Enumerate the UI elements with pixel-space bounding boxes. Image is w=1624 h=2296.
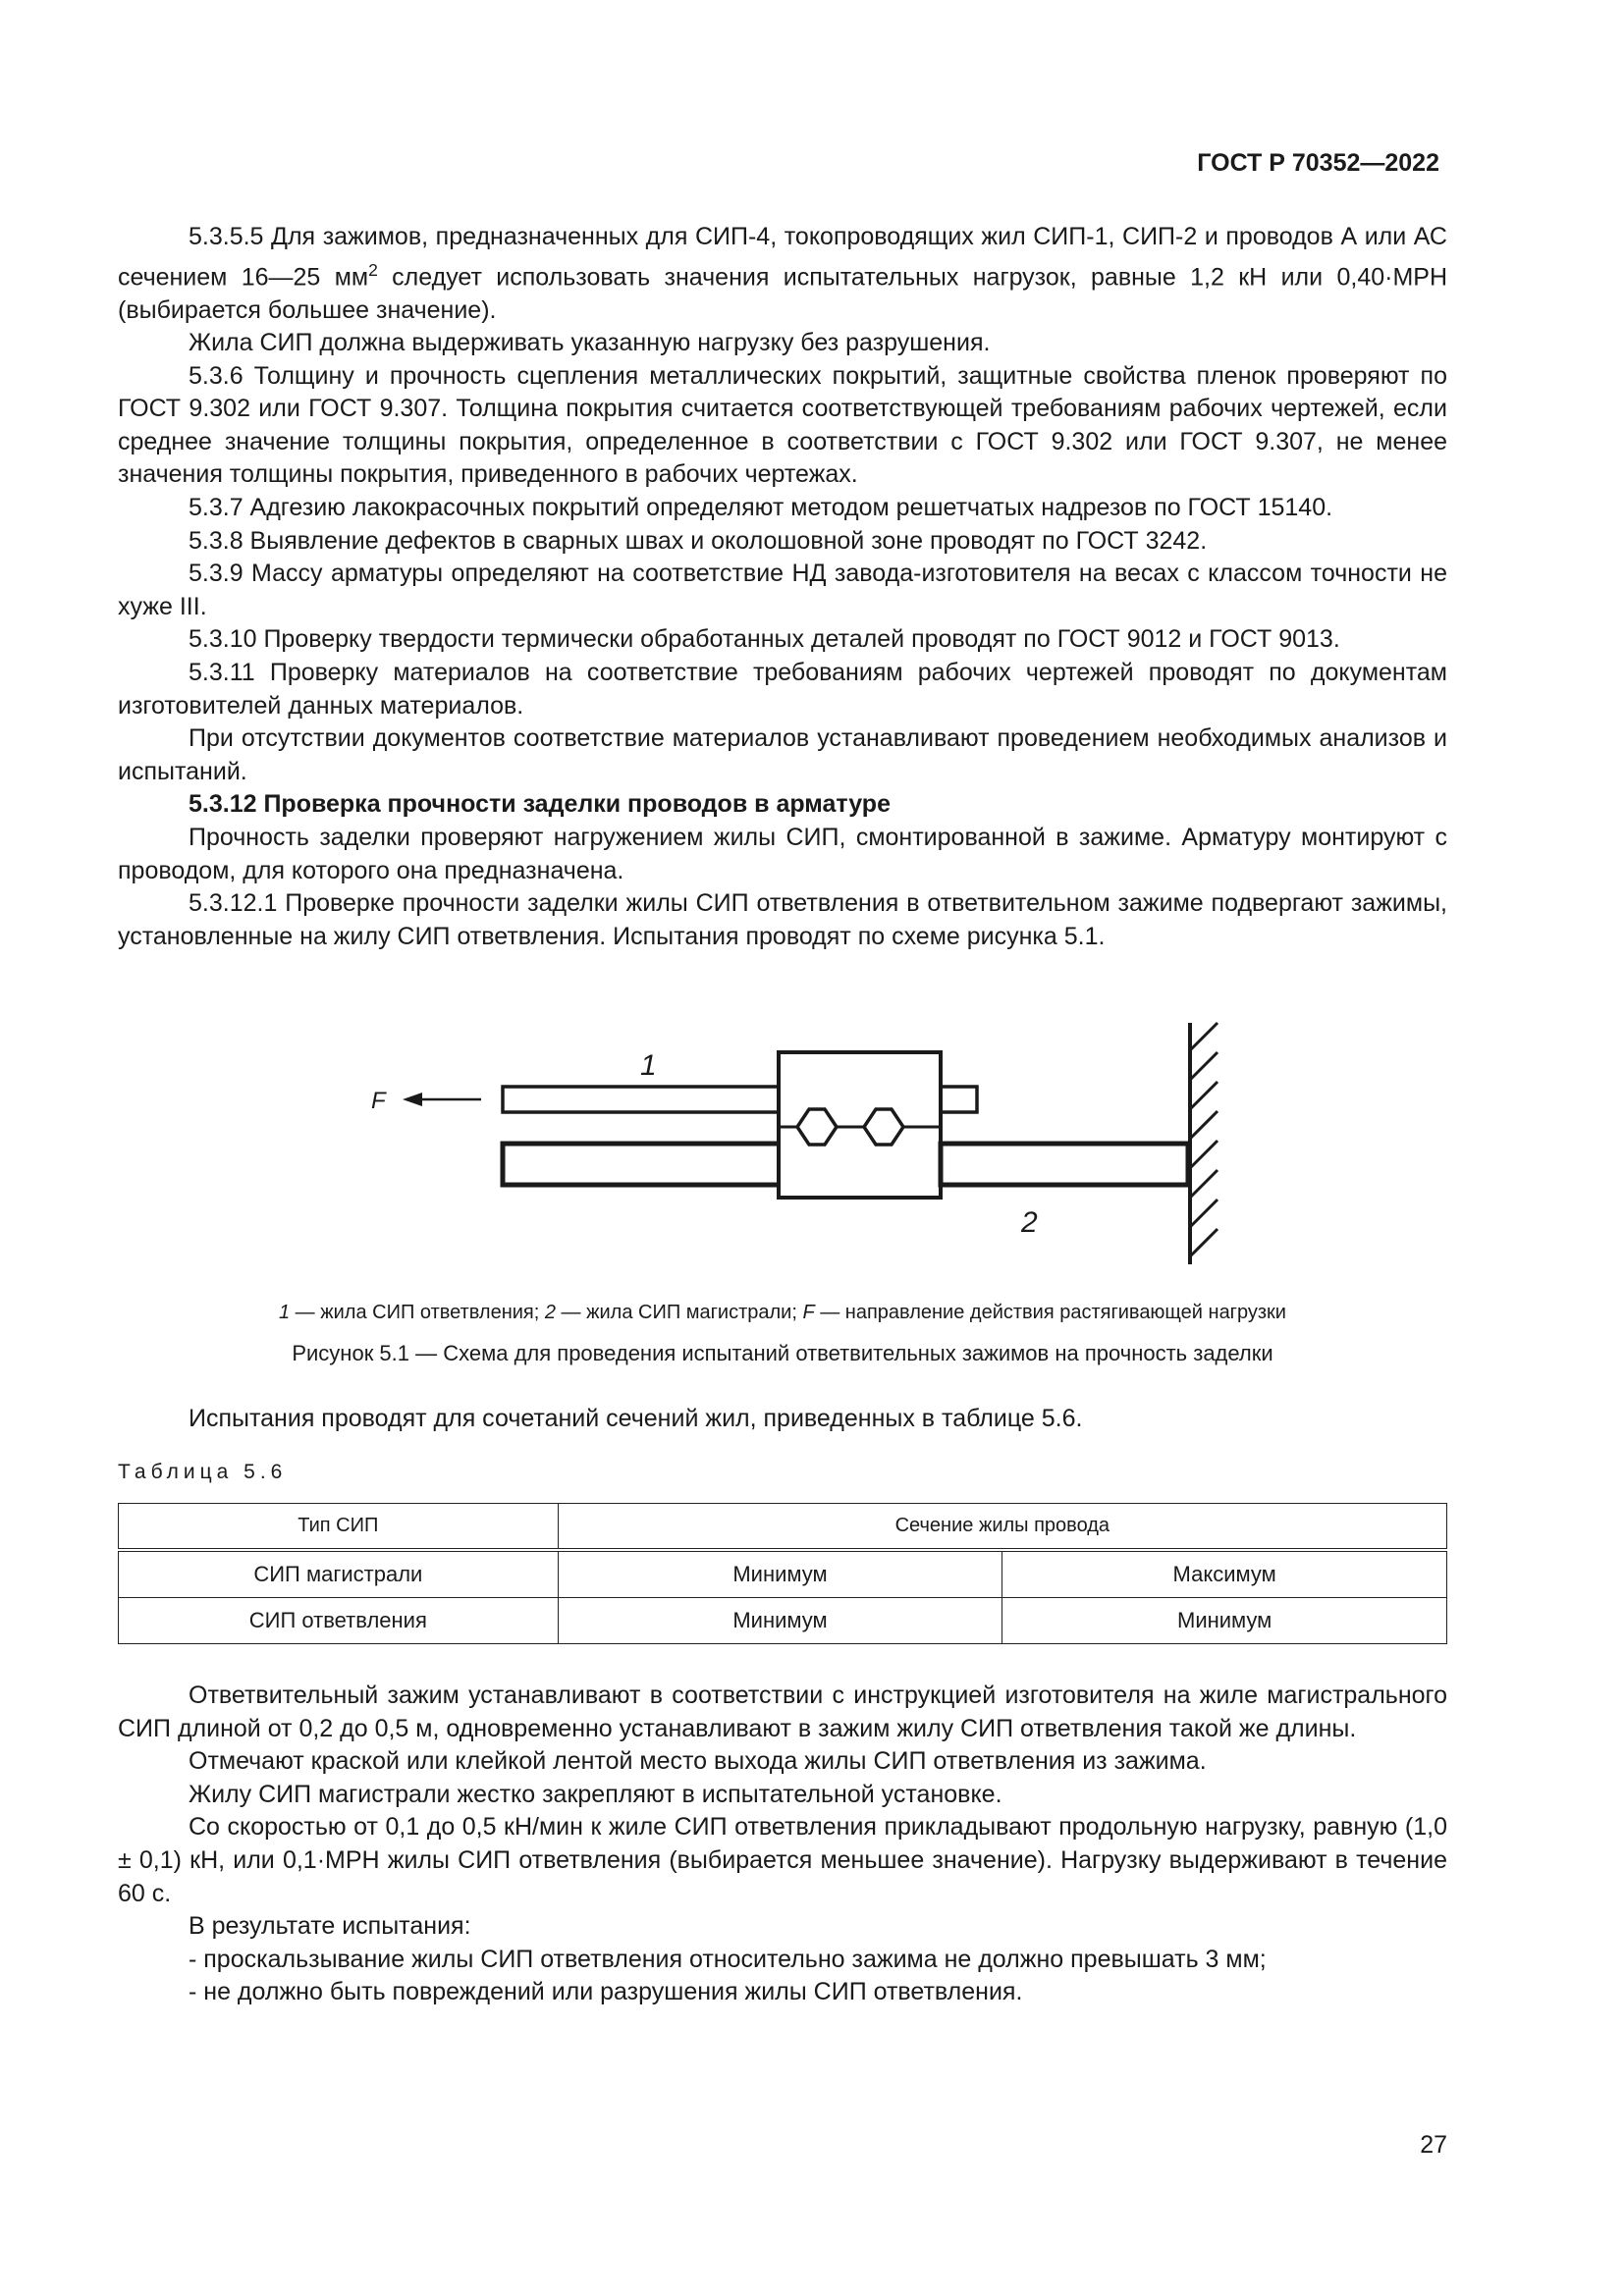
force-label: F [371,1088,386,1114]
branch-conductor-label: 1 [640,1049,657,1082]
paragraph: 5.3.10 Проверку твердости термически обработанных деталей проводят по ГОСТ 9012 и ГОСТ 9013. [189,625,1340,654]
table-row [119,1598,1447,1644]
page-number: 27 [1420,2131,1447,2159]
list-item: - проскальзывание жилы СИП ответвления относительно зажима не должно превышать 3 мм; [189,1945,1267,1973]
paragraph: 5.3.6 Толщину и прочность сцепления металлических покрытий, защитные свойства пленок проверяют по ГОСТ 9.302 или ГОСТ 9.307. Толщина покрытия считается соответствующей требованиям рабочих чертежей, если среднее значение толщины покрытия, определенное в соответствии с ГОСТ 9.302 или ГОСТ 9.307, не менее значения толщины покрытия, приведенного в рабочих чертежах. [118,361,1447,489]
table-header-cell: Сечение жилы провода [558,1504,1446,1551]
paragraph: Со скоростью от 0,1 до 0,5 кН/мин к жиле СИП ответвления прикладывают продольную нагрузку, равную (1,0 ± 0,1) кН, или 0,1·МРН жилы СИП ответвления (выбирается меньшее значение). Нагрузку выдерживают в течение 60 с. [118,1813,1447,1907]
paragraph: В результате испытания: [189,1912,471,1941]
table-row [119,1550,1447,1598]
branch-conductor-stub [941,1087,977,1112]
main-conductor-label: 2 [1021,1206,1038,1239]
wall-hatching [1190,1023,1218,1256]
paragraph: При отсутствии документов соответствие материалов устанавливают проведением необходимых анализов и испытаний. [118,724,1447,785]
paragraph: 5.3.7 Адгезию лакокрасочных покрытий определяют методом решетчатых надрезов по ГОСТ 15140. [189,494,1333,522]
paragraph: Отмечают краской или клейкой лентой место выхода жилы СИП ответвления из зажима. [189,1747,1207,1776]
section-heading: 5.3.12 Проверка прочности заделки проводов в арматуре [189,790,891,819]
figure-legend: 1 — жила СИП ответвления; 2 — жила СИП магистрали; F — направление действия растягивающей нагрузки [279,1302,1286,1323]
force-arrow-head [403,1093,422,1106]
table-cell: СИП ответвления [119,1598,559,1644]
table-cell: СИП магистрали [119,1550,559,1598]
paragraph: Ответвительный зажим устанавливают в соответствии с инструкцией изготовителя на жиле магистрального СИП длиной от 0,2 до 0,5 м, одновременно устанавливают в зажим жилу СИП ответвления такой же длины. [118,1682,1447,1742]
table-header-cell: Тип СИП [119,1504,559,1551]
paragraph: 5.3.12.1 Проверке прочности заделки жилы СИП ответвления в ответвительном зажиме подвергают зажимы, установленные на жилу СИП ответвления. Испытания проводят по схеме рисунка 5.1. [118,889,1447,950]
paragraph: Жила СИП должна выдерживать указанную нагрузку без разрушения. [189,329,991,357]
table-header-row [119,1504,1447,1551]
paragraph: Жилу СИП магистрали жестко закрепляют в испытательной установке. [189,1780,1002,1808]
body-text-top [118,221,1447,953]
table-cell: Максимум [1002,1550,1447,1598]
table-label: Таблица 5.6 [118,1461,288,1483]
paragraph: Прочность заделки проверяют нагружением жилы СИП, смонтированной в зажиме. Арматуру монтируют с проводом, для которого она предназначена. [118,824,1447,884]
table-cell: Минимум [558,1550,1002,1598]
paragraph: Испытания проводят для сочетаний сечений жил, приведенных в таблице 5.6. [189,1405,1083,1432]
body-text-bottom [118,1680,1447,2009]
test-scheme-figure [353,987,1237,1281]
paragraph: 5.3.9 Массу арматуры определяют на соответствие НД завода-изготовителя на весах с классом точности не хуже III. [118,560,1447,620]
figure-caption: Рисунок 5.1 — Схема для проведения испытаний ответвительных зажимов на прочность заделки [292,1341,1273,1365]
document-header: ГОСТ Р 70352—2022 [1197,149,1439,177]
paragraph: 5.3.11 Проверку материалов на соответствие требованиям рабочих чертежей проводят по документам изготовителей данных материалов. [118,659,1447,720]
table-cell: Минимум [1002,1598,1447,1644]
table-cell: Минимум [558,1598,1002,1644]
list-item: - не должно быть повреждений или разрушения жилы СИП ответвления. [189,1978,1023,2006]
paragraph: 5.3.5.5 Для зажимов, предназначенных для СИП-4, токопроводящих жил СИП-1, СИП-2 и проводов А или АС сечением 16—25 $мм^2$ следует использовать значения испытательных нагрузок, равные 1,2 кН или 0,40·МРН (выбирается большее значение). [118,223,1448,324]
main-conductor-right [941,1144,1188,1185]
paragraph: 5.3.8 Выявление дефектов в сварных швах и околошовной зоне проводят по ГОСТ 3242. [189,526,1208,555]
table-5-6 [118,1503,1447,1644]
